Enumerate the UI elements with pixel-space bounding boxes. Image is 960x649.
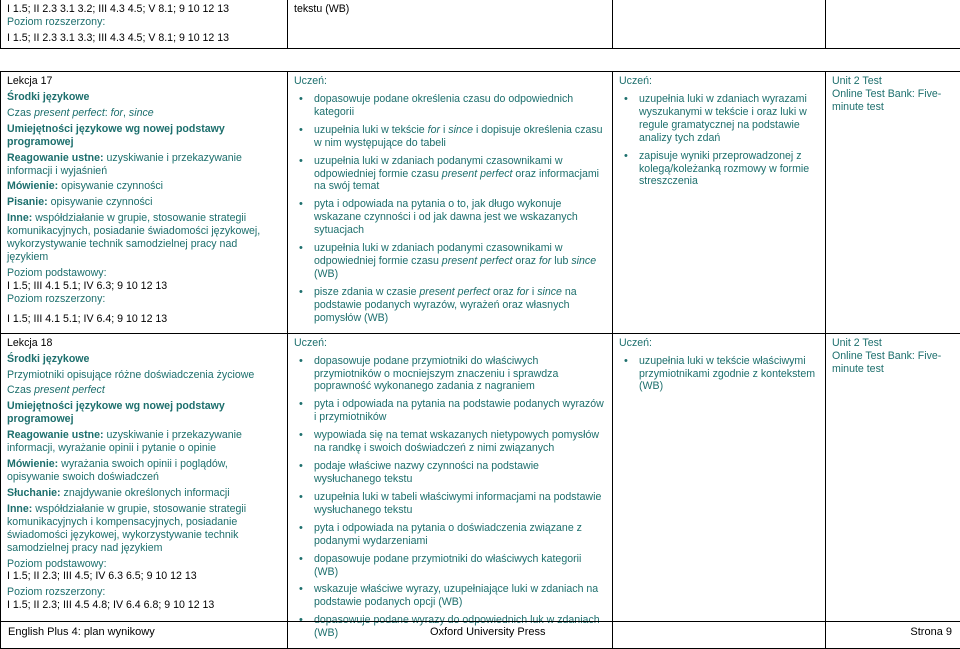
table-row: [1, 333, 960, 648]
list-item: • pyta i odpowiada na pytania o doświadczenia związane z podanymi wydarzeniami: [314, 522, 606, 548]
list-item: • dopasowuje podane przymiotniki do właściwych przymiotników o mocniejszym znaczeniu i sprawdza poprawność wykonanego zadania z nagraniem: [314, 355, 606, 394]
lesson-plan-table: [0, 71, 960, 649]
lesson-18-info-cell: [1, 333, 288, 648]
goal-text: tekstu (WB): [294, 3, 606, 16]
list-item: • podaje właściwe nazwy czynności na podstawie wysłuchanego tekstu: [314, 460, 606, 486]
list-item: • pyta i odpowiada na pytania o to, jak długo wykonuje wskazane czynności i od jak dawna jest we wskazanych sytuacjach: [314, 198, 606, 237]
section-label: Umiejętności językowe wg nowej podstawy programowej: [7, 123, 281, 149]
student-label: Uczeń:: [294, 337, 606, 350]
list-item: • uzupełnia luki w tabeli właściwymi informacjami na podstawie wysłuchanego tekstu: [314, 491, 606, 517]
level-codes-basic: I 1.5; II 2.3 3.1 3.2; III 4.3 4.5; V 8.1; 9 10 12 13: [7, 3, 281, 16]
language-means-text: Przymiotniki opisujące różne doświadczenia życiowe: [7, 369, 281, 382]
list-item: • uzupełnia luki w zdaniach podanymi czasownikami w odpowiedniej formie czasu present perfect oraz for lub since (WB): [314, 242, 606, 281]
list-item: • uzupełnia luki w zdaniach wyrazami wyszukanymi w tekście i oraz luki w regule gramatycznej na podstawie analizy tych zdań: [639, 93, 819, 145]
lesson-17-basic-goals-cell: [288, 72, 613, 334]
goals-list: [294, 93, 606, 325]
goals-list: [294, 355, 606, 641]
skill-listening: Słuchanie: znajdywanie określonych informacji: [7, 487, 281, 500]
goals-list: [619, 355, 819, 394]
unit-test: Unit 2 Test: [832, 337, 954, 350]
lesson-title: Lekcja 18: [7, 337, 281, 350]
level-codes-basic: I 1.5; III 4.1 5.1; IV 6.3; 9 10 12 13: [7, 280, 281, 293]
level-label-extended: Poziom rozszerzony:: [7, 293, 281, 306]
top-goals-cell: [288, 0, 613, 48]
skill-speaking-response: Reagowanie ustne: uzyskiwanie i przekazywanie informacji i wyjaśnień: [7, 152, 281, 178]
skill-speaking-response: Reagowanie ustne: uzyskiwanie i przekazywanie informacji, wyrażanie opinii i pytanie o opinie: [7, 429, 281, 455]
section-label: Środki językowe: [7, 91, 281, 104]
list-item: • dopasowuje podane określenia czasu do odpowiednich kategorii: [314, 93, 606, 119]
footer-page-number: Strona 9: [910, 626, 952, 639]
top-empty-cell: [826, 0, 960, 48]
level-label-basic: Poziom podstawowy:: [7, 267, 281, 280]
section-label: Umiejętności językowe wg nowej podstawy programowej: [7, 400, 281, 426]
skill-other: Inne: współdziałanie w grupie, stosowanie strategii komunikacyjnych, posiadanie świadomości językowej, wykorzystywanie technik samodzielnej pracy nad językiem: [7, 212, 281, 264]
skill-speaking: Mówienie: wyrażania swoich opinii i poglądów, opisywanie swoich doświadczeń: [7, 458, 281, 484]
student-label: Uczeń:: [619, 75, 819, 88]
language-means-text: Czas present perfect: [7, 384, 281, 397]
level-codes-extended: I 1.5; II 2.3 3.1 3.3; III 4.3 4.5; V 8.1; 9 10 12 13: [7, 32, 281, 45]
level-codes-basic: I 1.5; II 2.3; III 4.5; IV 6.3 6.5; 9 10 12 13: [7, 570, 281, 583]
lesson-17-info-cell: [1, 72, 288, 334]
lesson-18-extended-goals-cell: [613, 333, 826, 648]
lesson-title: Lekcja 17: [7, 75, 281, 88]
top-empty-cell: [613, 0, 826, 48]
list-item: • dopasowuje podane wyrazy do odpowiednich luk w zdaniach (WB): [314, 614, 606, 640]
top-levels-cell: [1, 0, 288, 48]
list-item: • uzupełnia luki w tekście właściwymi przymiotnikami zgodnie z kontekstem (WB): [639, 355, 819, 394]
online-test: Online Test Bank: Five-minute test: [832, 88, 954, 114]
student-label: Uczeń:: [294, 75, 606, 88]
list-item: • wypowiada się na temat wskazanych nietypowych pomysłów na randkę i swoich doświadczeń z nimi związanych: [314, 429, 606, 455]
online-test: Online Test Bank: Five-minute test: [832, 350, 954, 376]
language-means-text: Czas present perfect: for, since: [7, 107, 281, 120]
list-item: • uzupełnia luki w zdaniach podanymi czasownikami w odpowiedniej formie czasu present perfect oraz informacjami na swój temat: [314, 155, 606, 194]
skill-writing: Pisanie: opisywanie czynności: [7, 196, 281, 209]
student-label: Uczeń:: [619, 337, 819, 350]
list-item: • zapisuje wyniki przeprowadzonej z kolegą/koleżanką rozmowy w formie streszczenia: [639, 150, 819, 189]
level-label-extended: Poziom rozszerzony:: [7, 16, 281, 29]
level-codes-extended: I 1.5; III 4.1 5.1; IV 6.4; 9 10 12 13: [7, 313, 281, 326]
footer-publisher: Oxford University Press: [430, 626, 546, 639]
lesson-18-assessment-cell: [826, 333, 960, 648]
footer-title: English Plus 4: plan wynikowy: [8, 626, 155, 639]
skill-other: Inne: współdziałanie w grupie, stosowanie strategii komunikacyjnych i kompensacyjnych, posiadanie świadomości językowej, wykorzystywanie technik samodzielnej pracy nad językiem: [7, 503, 281, 555]
list-item: • pisze zdania w czasie present perfect oraz for i since na podstawie podanych wyrazów, wyrażeń oraz własnych pomysłów (WB): [314, 286, 606, 325]
top-continuation-table: [0, 0, 960, 49]
table-row: [1, 0, 960, 48]
skill-speaking: Mówienie: opisywanie czynności: [7, 180, 281, 193]
table-row: [1, 72, 960, 334]
list-item: • wskazuje właściwe wyrazy, uzupełniające luki w zdaniach na podstawie podanych opcji (WB): [314, 583, 606, 609]
lesson-17-assessment-cell: [826, 72, 960, 334]
list-item: • dopasowuje podane przymiotniki do właściwych kategorii (WB): [314, 553, 606, 579]
level-label-basic: Poziom podstawowy:: [7, 558, 281, 571]
goals-list: [619, 93, 819, 188]
unit-test: Unit 2 Test: [832, 75, 954, 88]
level-codes-extended: I 1.5; II 2.3; III 4.5 4.8; IV 6.4 6.8; 9 10 12 13: [7, 599, 281, 612]
list-item: • uzupełnia luki w tekście for i since i dopisuje określenia czasu w nim występujące do tabeli: [314, 124, 606, 150]
list-item: • pyta i odpowiada na pytania na podstawie podanych wyrazów i przymiotników: [314, 398, 606, 424]
lesson-18-basic-goals-cell: [288, 333, 613, 648]
level-label-extended: Poziom rozszerzony:: [7, 586, 281, 599]
page-footer: [0, 621, 960, 639]
section-label: Środki językowe: [7, 353, 281, 366]
lesson-17-extended-goals-cell: [613, 72, 826, 334]
